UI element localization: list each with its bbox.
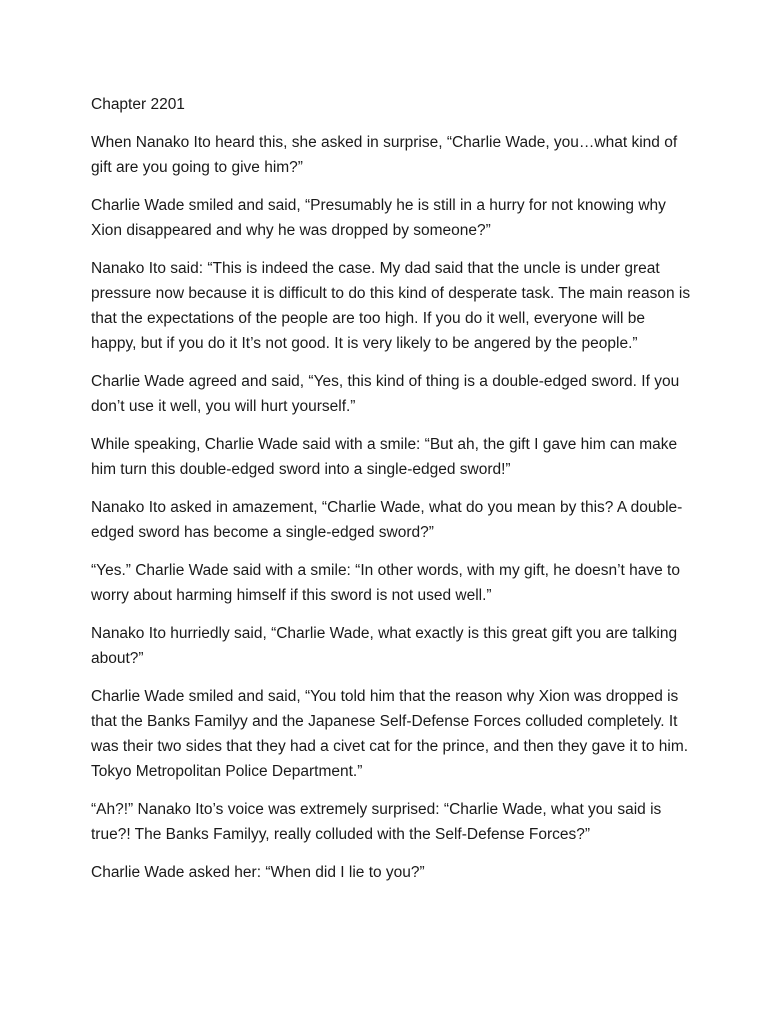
paragraph: Charlie Wade agreed and said, “Yes, this kind of thing is a double-edged sword. If you don’t use it well, you will hurt yourself.” xyxy=(91,373,680,415)
paragraph: Charlie Wade asked her: “When did I lie to you?” xyxy=(91,864,425,881)
paragraph: Charlie Wade smiled and said, “Presumably he is still in a hurry for not knowing why Xion disappeared and why he was dropped by someone?” xyxy=(91,197,666,239)
paragraph: When Nanako Ito heard this, she asked in surprise, “Charlie Wade, you…what kind of gift are you going to give him?” xyxy=(91,134,678,176)
paragraph: “Ah?!” Nanako Ito’s voice was extremely surprised: “Charlie Wade, what you said is true?! The Banks Familyy, really colluded with the Self-Defense Forces?” xyxy=(91,801,662,843)
paragraph: “Yes.” Charlie Wade said with a smile: “In other words, with my gift, he doesn’t have to worry about harming himself if this sword is not used well.” xyxy=(91,562,680,604)
document-body xyxy=(91,92,691,898)
paragraph: While speaking, Charlie Wade said with a smile: “But ah, the gift I gave him can make him turn this double-edged sword into a single-edged sword!” xyxy=(91,436,678,478)
paragraph: Charlie Wade smiled and said, “You told him that the reason why Xion was dropped is that the Banks Familyy and the Japanese Self-Defense Forces colluded completely. It was their two sides that they had a civet cat for the prince, and then they gave it to him. Tokyo Metropolitan Police Department.” xyxy=(91,688,689,780)
paragraph: Nanako Ito asked in amazement, “Charlie Wade, what do you mean by this? A double-edged sword has become a single-edged sword?” xyxy=(91,499,683,541)
chapter-title: Chapter 2201 xyxy=(91,96,185,113)
paragraph: Nanako Ito hurriedly said, “Charlie Wade, what exactly is this great gift you are talking about?” xyxy=(91,625,678,667)
paragraph: Nanako Ito said: “This is indeed the case. My dad said that the uncle is under great pressure now because it is difficult to do this kind of desperate task. The main reason is that the expectations of the people are too high. If you do it well, everyone will be happy, but if you do it It’s not good. It is very likely to be angered by the people.” xyxy=(91,260,691,352)
